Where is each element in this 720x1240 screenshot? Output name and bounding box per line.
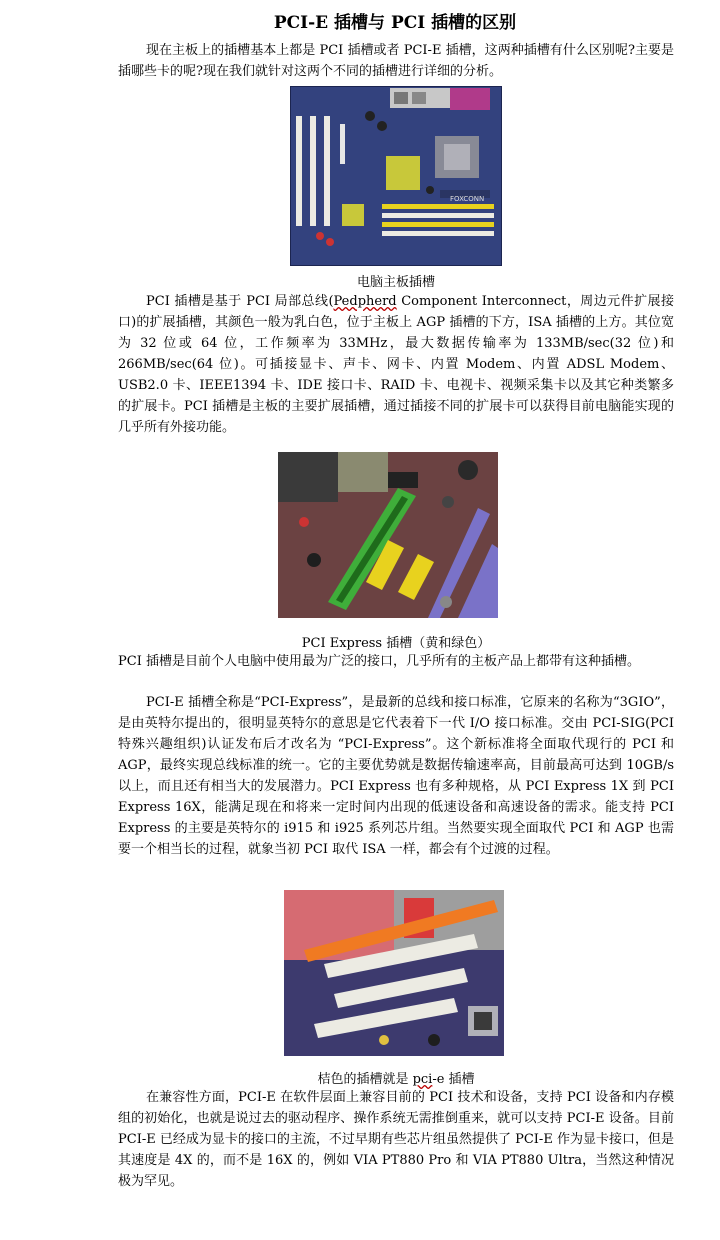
underlined-term: Pedpherd: [333, 294, 397, 309]
underlined-term: pci: [412, 1072, 433, 1087]
figure1-caption: 电脑主板插槽: [356, 275, 435, 290]
pcie-paragraph: PCI-E 插槽全称是“PCI-Express”，是最新的总线和接口标准，它原来的名称为“3GIO”，是由英特尔提出的，很明显英特尔的意思是它代表着下一代 I/O 接口标准。交由 PCI-SIG(PCI 特殊兴趣组织)认证发布后才改名为 “PCI-Express”。这个新标准将全面取代现行的 PCI 和 AGP，最终实现总线标准的统一。它的主要优势就是数据传输速率高，目前最高可达到 10GB/s 以上，而且还有相当大的发展潜力。PCI Express 也有多种规格，从 PCI Express 1X 到 PCI Express 16X，能满足现在和将来一定时间内出现的低速设备和高速设备的需求。能支持 PCI Express 的主要是英特尔的 i915 和 i925 系列芯片组。当然要实现全面取代 PCI 和 AGP 也需要一个相当长的过程，就象当初 PCI 取代 ISA 一样，都会有个过渡的过程。: [118, 695, 674, 857]
page-title: PCI-E 插槽与 PCI 插槽的区别: [273, 13, 517, 33]
orange-pcie-image: [284, 890, 504, 1056]
pci-common-paragraph: PCI 插槽是目前个人电脑中使用最为广泛的接口，几乎所有的主板产品上都带有这种插槽。: [118, 654, 640, 669]
pci-paragraph: PCI 插槽是基于 PCI 局部总线(Pedpherd Component Interconnect，周边元件扩展接口)的扩展插槽，其颜色一般为乳白色，位于主板上 AGP 插槽的下方，ISA 插槽的上方。其位宽为 32 位或 64 位，工作频率为 33MHz，最大数据传输率为 133MB/sec(32 位)和 266MB/sec(64 位)。可插接显卡、声卡、网卡、内置 Modem、内置 ADSL Modem、USB2.0 卡、IEEE1394 卡、IDE 接口卡、RAID 卡、电视卡、视频采集卡以及其它种类繁多的扩展卡。PCI 插槽是主板的主要扩展插槽，通过插接不同的扩展卡可以获得目前电脑能实现的几乎所有外接功能。: [118, 294, 674, 435]
board-brand-label: FOXCONN: [450, 195, 485, 203]
intro-paragraph: 现在主板上的插槽基本上都是 PCI 插槽或者 PCI-E 插槽，这两种插槽有什么区别呢?主要是插哪些卡的呢?现在我们就针对这两个不同的插槽进行详细的分析。: [118, 43, 674, 79]
pcie-slots-image: [278, 452, 498, 618]
figure2-caption: PCI Express 插槽（黄和绿色）: [301, 636, 491, 651]
compatibility-paragraph: 在兼容性方面，PCI-E 在软件层面上兼容目前的 PCI 技术和设备，支持 PCI 设备和内存模组的初始化，也就是说过去的驱动程序、操作系统无需推倒重来，就可以支持 PCI-E 设备。目前 PCI-E 已经成为显卡的接口的主流，不过早期有些芯片组虽然提供了 PCI-E 作为显卡接口，但是其速度是 4X 的，而不是 16X 的，例如 VIA PT880 Pro 和 VIA PT880 Ultra，当然这种情况极为罕见。: [118, 1090, 674, 1189]
figure3-caption: 桔色的插槽就是 pci-e 插槽: [317, 1072, 475, 1087]
motherboard-image: [290, 86, 502, 266]
